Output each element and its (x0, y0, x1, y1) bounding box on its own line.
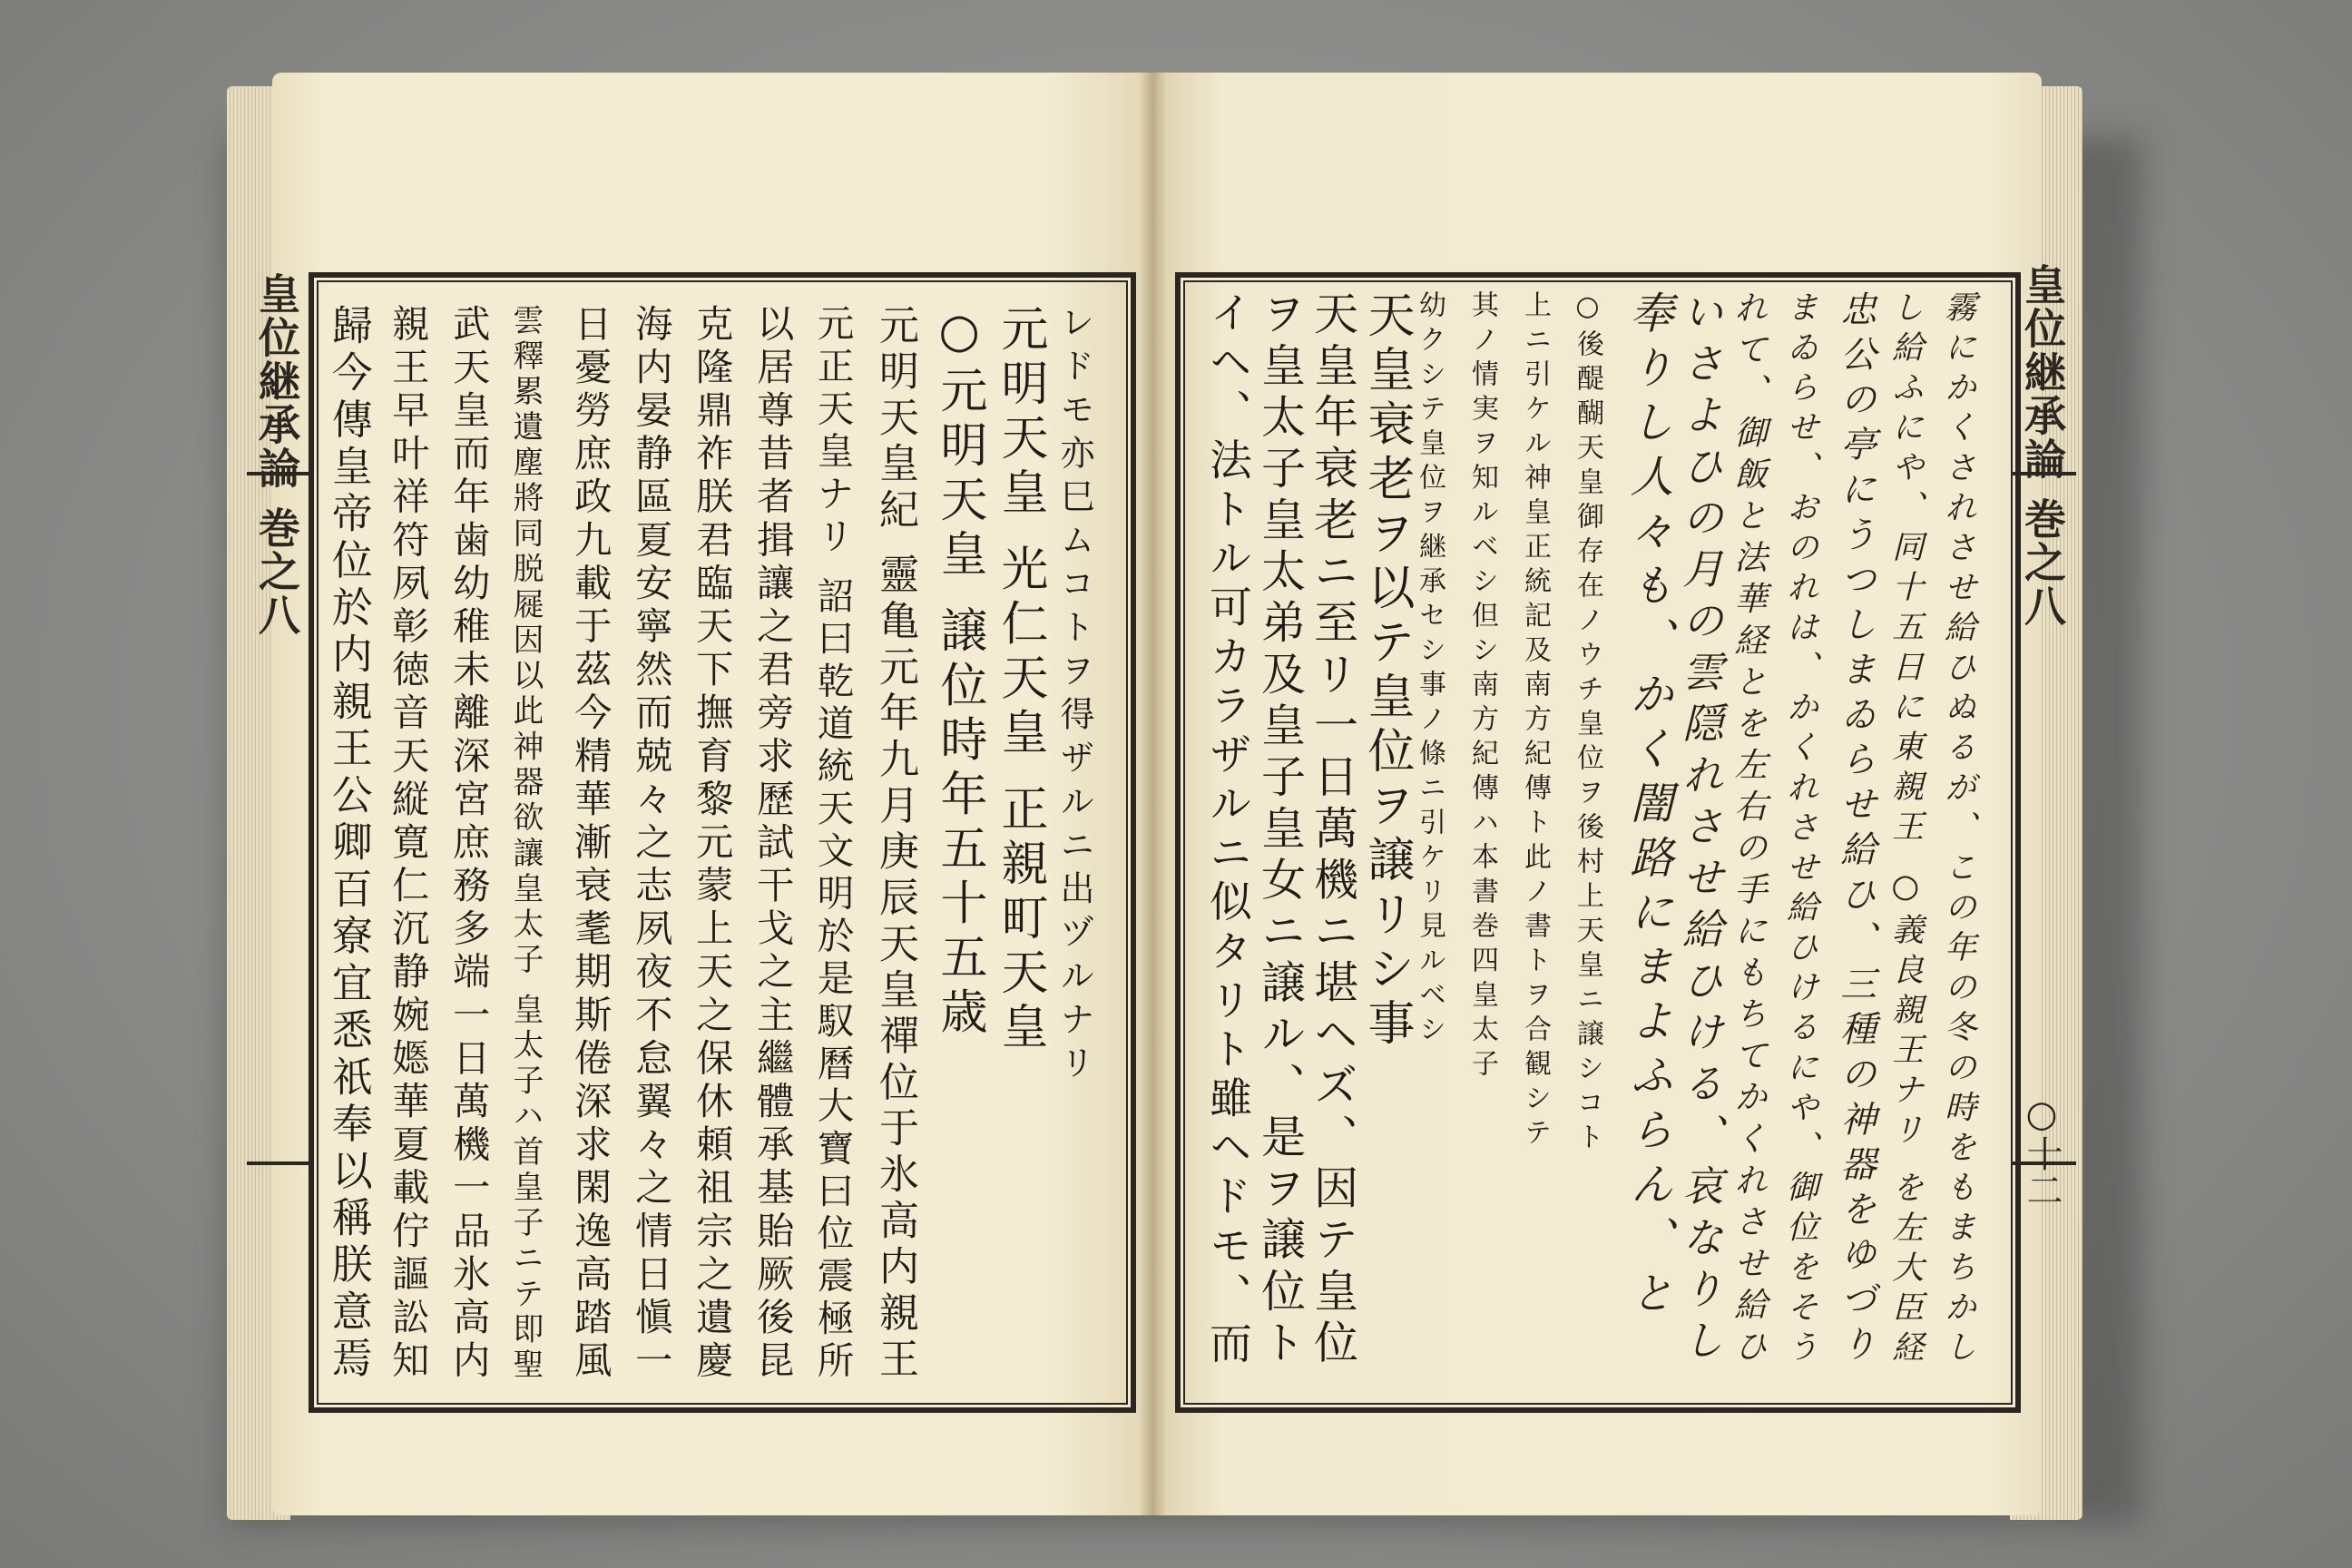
left-column-9: 日憂勞庶政九載于茲今精華漸衰耄期斯倦深求閑逸高踏風 (568, 304, 612, 1384)
right-column-3: 忠公の亭にうつしまゐらせ給ひ、三種の神器をゆづり (1834, 290, 1877, 1370)
left-folio-rule (247, 1161, 310, 1165)
left-column-13: 歸今傳皇帝位於内親王公卿百寮宜悉祇奉以稱朕意焉 (324, 304, 373, 1384)
right-column-1: 霧にかくされさせ給ひぬるが、この年の冬の時をもまちかし (1939, 290, 1977, 1370)
book-gutter (1139, 73, 1166, 1515)
right-column-6: いさよひの月の雲隠れさせ給ひける、哀なりし (1675, 290, 1724, 1370)
folio-number: ○十二 (2021, 1093, 2063, 1208)
left-column-1: レドモ亦巳ムコトヲ得ザルニ出ヅルナリ (1054, 304, 1094, 1088)
left-column-5: 元正天皇ナリ 詔曰乾道統天文明於是馭曆大寶曰位震極所 (810, 304, 855, 1384)
left-column-4: 元明天皇紀 靈亀元年九月庚辰天皇禪位于氷高内親王 (872, 304, 919, 1384)
left-column-6: 以居尊昔者揖讓之君旁求歷試干戈之主繼體承基貽厥後昆 (750, 304, 795, 1384)
right-column-7: 奉りし人々も、かく闇路にまよふらん、と (1622, 290, 1673, 1325)
left-column-11: 武天皇而年歯幼稚未離深宮庶務多端一日萬機一品氷高内 (446, 304, 491, 1384)
right-column-12: 天皇衰老ヲ以テ皇位ヲ譲リシ事 (1359, 290, 1414, 1053)
right-running-title: 皇位継承論 巻之八 (2018, 263, 2067, 629)
left-column-2: 元明天皇 光仁天皇 正親町天皇 (993, 304, 1047, 1057)
left-column-7: 克隆鼎祚朕君臨天下撫育黎元蒙上天之保休頼祖宗之遺慶 (690, 304, 734, 1384)
right-column-9: 上ニ引ケル神皇正統記及南方紀傳ト此ノ書トヲ合観シテ (1519, 290, 1551, 1152)
right-column-5: れて、御飯と法華経とを左右の手にもちてかくれさせ給ひ (1729, 290, 1769, 1370)
right-column-8: ○後醍醐天皇御存在ノウチ皇位ヲ後村上天皇ニ譲シコト (1572, 290, 1603, 1157)
right-column-14: ヲ皇太子皇太弟及皇子皇女ニ譲ル、是ヲ譲位ト (1254, 290, 1308, 1370)
right-column-4: まゐらせ、おのれは、かくれさせ給ひけるにや、御位をそう (1781, 290, 1819, 1370)
right-column-13: 天皇年衰老ニ至リ一日萬機ニ堪ヘズ、因テ皇位 (1307, 290, 1360, 1370)
right-column-2: し給ふにや、同十五日に東親王 ○義良親王ナリ を左大臣経 (1886, 290, 1925, 1370)
right-column-11: 幼クシテ皇位ヲ継承セシ事ノ條ニ引ケリ見ルベシ (1414, 290, 1446, 1049)
left-column-12: 親王早叶祥符夙彰徳音天縦寛仁沉静婉嫕華夏載佇謳訟知 (386, 304, 430, 1384)
left-running-title: 皇位継承論 巻之八 (252, 272, 301, 638)
left-column-10: 雲釋累遺塵將同脱屣因以此神器欲讓皇太子 皇太子ハ首皇子ニテ即聖 (507, 304, 544, 1384)
left-column-3: ○元明天皇 譲位時年五十五歳 (932, 304, 986, 1042)
right-column-10: 其ノ情実ヲ知ルベシ但シ南方紀傳ハ本書巻四皇太子 (1466, 290, 1498, 1083)
right-column-15: イヘ、法トル可カラザルニ似タリト雖ヘドモ、而 (1201, 290, 1252, 1370)
left-column-8: 海内晏静區夏安寧然而兢々之志夙夜不怠翼々之情日愼一 (629, 304, 673, 1384)
